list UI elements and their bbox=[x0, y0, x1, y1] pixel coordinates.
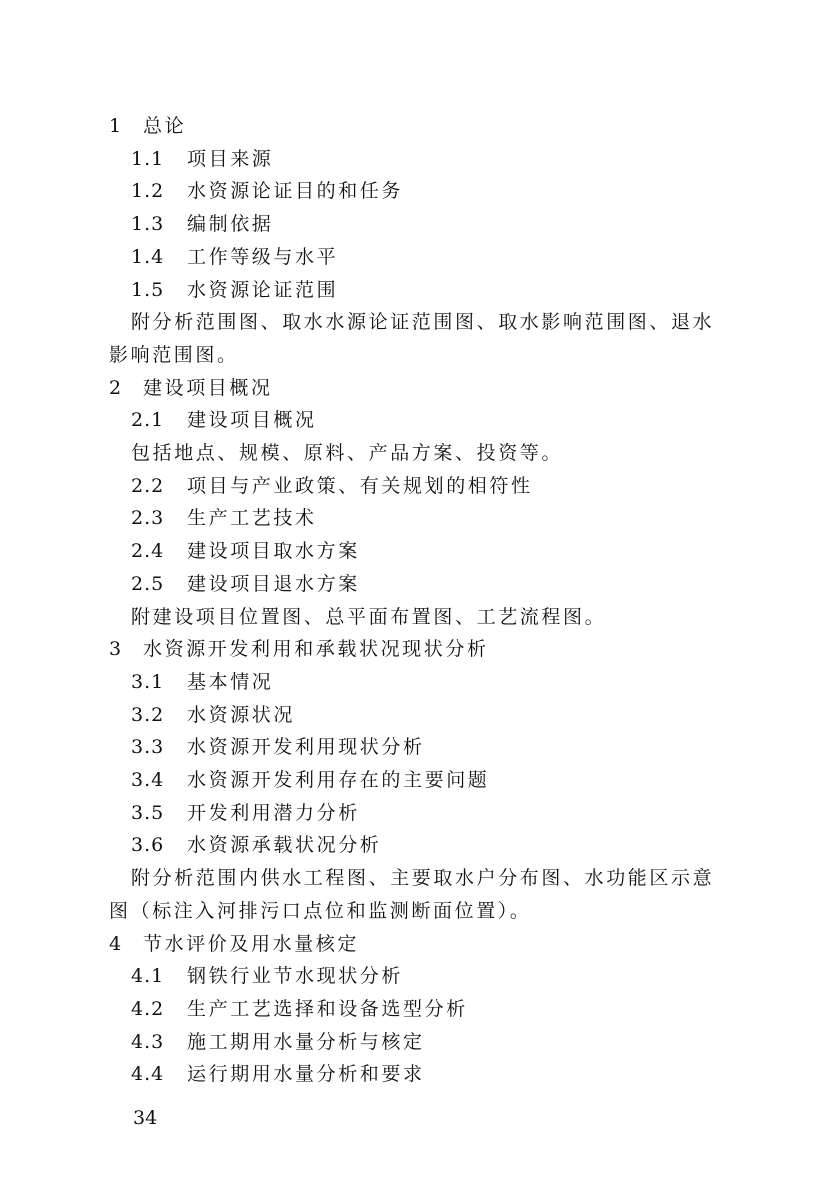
toc-number: 4.2 bbox=[131, 997, 165, 1020]
toc-section-heading bbox=[109, 637, 489, 661]
toc-number: 3.5 bbox=[131, 801, 165, 824]
toc-text: 建设项目退水方案 bbox=[187, 572, 360, 595]
toc-text: 影响范围图。 bbox=[109, 343, 239, 366]
toc-note bbox=[131, 605, 606, 629]
toc-number: 3.3 bbox=[131, 736, 165, 759]
toc-subsection-item bbox=[131, 245, 338, 269]
toc-note bbox=[109, 343, 239, 367]
toc-subsection-item bbox=[131, 1030, 425, 1054]
toc-number: 3.2 bbox=[131, 703, 165, 726]
toc-number: 4.1 bbox=[131, 965, 165, 988]
toc-number: 1.1 bbox=[131, 147, 165, 170]
toc-number: 4.3 bbox=[131, 1030, 165, 1053]
toc-number: 2.3 bbox=[131, 507, 165, 530]
toc-text: 基本情况 bbox=[187, 670, 274, 693]
toc-note bbox=[131, 441, 563, 465]
toc-text: 附建设项目位置图、总平面布置图、工艺流程图。 bbox=[131, 605, 607, 628]
toc-number: 1.3 bbox=[131, 213, 165, 236]
toc-text: 生产工艺技术 bbox=[187, 507, 317, 530]
toc-section-heading bbox=[109, 376, 273, 400]
toc-number: 2.4 bbox=[131, 540, 165, 563]
toc-text: 建设项目概况 bbox=[143, 376, 273, 399]
toc-text: 水资源开发利用存在的主要问题 bbox=[187, 769, 490, 791]
toc-text: 水资源承载状况分析 bbox=[187, 834, 382, 857]
toc-text: 编制依据 bbox=[187, 213, 274, 236]
toc-text: 附分析范围内供水工程图、主要取水户分布图、水功能区示意 bbox=[131, 867, 715, 890]
toc-text: 水资源论证范围 bbox=[187, 278, 339, 301]
toc-text: 开发利用潜力分析 bbox=[187, 801, 360, 824]
toc-text: 生产工艺选择和设备选型分析 bbox=[187, 997, 468, 1020]
toc-text: 附分析范围图、取水水源论证范围图、取水影响范围图、退水 bbox=[131, 311, 715, 334]
toc-number: 3.6 bbox=[131, 834, 165, 857]
toc-number: 1 bbox=[109, 115, 123, 137]
toc-subsection-item bbox=[131, 964, 403, 988]
toc-subsection-item bbox=[131, 735, 425, 759]
toc-text: 钢铁行业节水现状分析 bbox=[187, 965, 404, 988]
toc-subsection-item bbox=[131, 408, 317, 432]
toc-number: 3.1 bbox=[131, 670, 165, 693]
page-number: 34 bbox=[133, 1107, 158, 1129]
toc-number: 1.5 bbox=[131, 278, 165, 301]
toc-text: 水资源开发利用现状分析 bbox=[187, 736, 425, 759]
toc-subsection-item bbox=[131, 833, 381, 857]
toc-subsection-item bbox=[131, 278, 338, 302]
toc-section-heading bbox=[109, 932, 359, 956]
toc-subsection-item bbox=[131, 572, 360, 596]
toc-number: 2 bbox=[109, 376, 123, 399]
toc-subsection-item bbox=[131, 997, 468, 1021]
toc-note bbox=[131, 310, 714, 334]
toc-text: 建设项目概况 bbox=[187, 409, 317, 432]
toc-subsection-item bbox=[131, 212, 273, 236]
toc-number: 2.5 bbox=[131, 572, 165, 595]
toc-note bbox=[131, 866, 714, 890]
toc-number: 1.4 bbox=[131, 245, 165, 268]
toc-subsection-item bbox=[131, 474, 533, 498]
toc-text: 运行期用水量分析和要求 bbox=[187, 1063, 425, 1086]
toc-number: 4 bbox=[109, 932, 123, 955]
toc-subsection-item bbox=[131, 768, 489, 792]
toc-number: 2.1 bbox=[131, 409, 165, 432]
toc-text: 图（标注入河排污口点位和监测断面位置）。 bbox=[109, 899, 532, 922]
toc-subsection-item bbox=[131, 147, 273, 171]
toc-subsection-item bbox=[131, 670, 273, 694]
toc-subsection-item bbox=[131, 179, 403, 203]
toc-text: 包括地点、规模、原料、产品方案、投资等。 bbox=[131, 442, 564, 464]
toc-text: 总论 bbox=[143, 115, 187, 137]
toc-text: 项目来源 bbox=[187, 147, 274, 170]
toc-text: 项目与产业政策、有关规划的相符性 bbox=[187, 474, 533, 497]
toc-text: 施工期用水量分析与核定 bbox=[187, 1030, 425, 1053]
toc-text: 工作等级与水平 bbox=[187, 245, 339, 268]
toc-text: 水资源论证目的和任务 bbox=[187, 180, 404, 203]
toc-text: 节水评价及用水量核定 bbox=[143, 932, 360, 955]
toc-subsection-item bbox=[131, 801, 360, 825]
toc-number: 3 bbox=[109, 638, 123, 661]
toc-note bbox=[109, 899, 532, 923]
toc-subsection-item bbox=[131, 539, 360, 563]
toc-text: 水资源开发利用和承载状况现状分析 bbox=[143, 638, 489, 661]
toc-section-heading bbox=[109, 114, 186, 138]
toc-subsection-item bbox=[131, 1062, 425, 1086]
toc-subsection-item bbox=[131, 703, 295, 727]
toc-text: 水资源状况 bbox=[187, 703, 296, 726]
toc-number: 1.2 bbox=[131, 180, 165, 203]
toc-number: 3.4 bbox=[131, 769, 165, 791]
toc-number: 2.2 bbox=[131, 474, 165, 497]
toc-subsection-item bbox=[131, 506, 317, 530]
toc-number: 4.4 bbox=[131, 1063, 165, 1086]
toc-text: 建设项目取水方案 bbox=[187, 540, 360, 563]
